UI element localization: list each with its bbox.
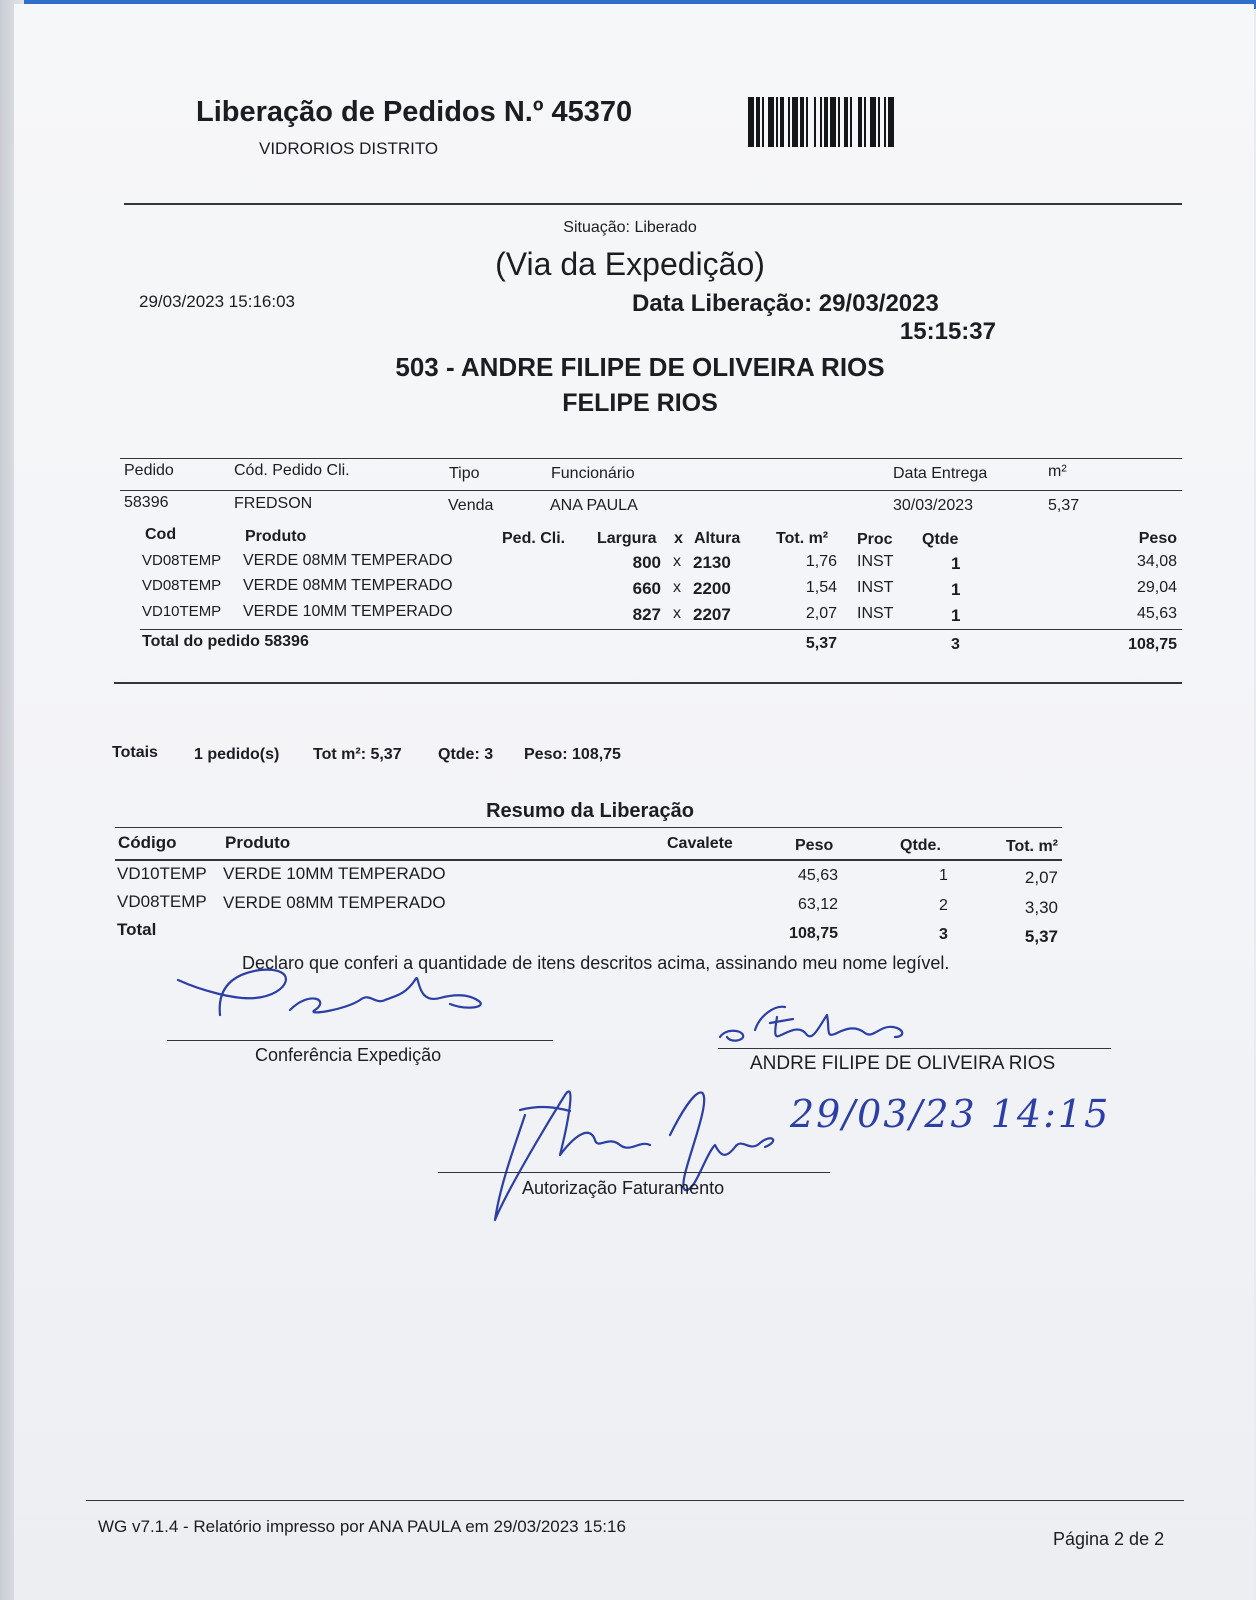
totals-peso: Peso: 108,75 (524, 746, 621, 763)
item-tot-m2: 1,54 (805, 579, 837, 596)
item-cod: VD10TEMP (142, 603, 222, 620)
item-proc: INST (857, 553, 894, 570)
handwritten-date: 29/03/23 14:15 (790, 1092, 1111, 1136)
header-divider (124, 203, 1182, 205)
item-produto: VERDE 08MM TEMPERADO (243, 577, 453, 594)
footer-page-number: Página 2 de 2 (1053, 1529, 1165, 1549)
release-date: Data Liberação: 29/03/2023 (632, 290, 939, 317)
item-col-altura: Altura (694, 530, 741, 547)
item-tot-m2: 1,76 (805, 553, 837, 570)
item-peso: 34,08 (1136, 553, 1177, 570)
col-data-entrega: Data Entrega (893, 465, 988, 482)
document-title: Liberação de Pedidos N.º 45370 (196, 96, 633, 128)
situation-status: Situação: Liberado (563, 219, 697, 236)
item-x: x (673, 553, 681, 570)
item-col-tot-m2: Tot. m² (776, 530, 829, 547)
client-signature-label: ANDRE FILIPE DE OLIVEIRA RIOS (750, 1053, 1056, 1074)
totals-qtde: Qtde: 3 (438, 746, 494, 763)
item-cod: VD08TEMP (142, 552, 222, 569)
client-line: 503 - ANDRE FILIPE DE OLIVEIRA RIOS (395, 352, 885, 382)
conferencia-label: Conferência Expedição (255, 1045, 442, 1065)
item-altura: 2200 (693, 579, 731, 598)
summary-col-produto: Produto (225, 833, 291, 852)
item-largura: 660 (632, 579, 661, 598)
summary-tot-m2: 3,30 (1024, 898, 1058, 917)
print-timestamp: 29/03/2023 15:16:03 (139, 292, 295, 311)
summary-total-label: Total (117, 920, 157, 939)
item-qtde: 1 (951, 554, 961, 573)
totals-label: Totais (112, 744, 158, 761)
summary-col-cavalete: Cavalete (667, 835, 733, 852)
conferencia-handwriting (290, 1000, 293, 1001)
order-bottom-rule (114, 682, 1182, 684)
summary-qtde: 1 (939, 867, 948, 884)
signature-client (715, 995, 925, 1050)
item-col-x: x (674, 530, 683, 547)
order-m2: 5,37 (1048, 497, 1080, 514)
item-produto: VERDE 08MM TEMPERADO (243, 552, 453, 569)
item-proc: INST (857, 579, 894, 596)
totals-m2: Tot m²: 5,37 (313, 746, 402, 763)
conferencia-line (167, 1040, 553, 1041)
order-total-qtde: 3 (951, 636, 960, 653)
item-qtde: 1 (951, 580, 961, 599)
item-peso: 45,63 (1136, 605, 1177, 622)
summary-codigo: VD08TEMP (117, 892, 207, 911)
order-pedido: 58396 (124, 494, 169, 511)
declaration-text: Declaro que conferi a quantidade de itens descritos acima, assinando meu nome legível. (242, 953, 950, 973)
order-total-m2: 5,37 (805, 635, 837, 652)
summary-col-codigo: Código (118, 833, 177, 852)
summary-produto: VERDE 10MM TEMPERADO (223, 864, 446, 883)
items-total-rule (140, 629, 1182, 630)
summary-total-peso: 108,75 (789, 925, 838, 942)
item-col-peso: Peso (1138, 530, 1177, 547)
item-qtde: 1 (951, 606, 961, 625)
item-x: x (673, 579, 681, 596)
summary-header-rule (115, 859, 1062, 861)
summary-total-tot-m2: 5,37 (1024, 927, 1058, 946)
item-col-proc: Proc (857, 531, 893, 548)
totals-pedidos: 1 pedido(s) (194, 746, 280, 763)
summary-top-rule (115, 827, 1062, 828)
item-col-cod: Cod (145, 526, 177, 543)
barcode-icon (748, 97, 936, 147)
order-data-entrega: 30/03/2023 (893, 497, 974, 514)
col-pedido: Pedido (124, 462, 174, 479)
summary-qtde: 2 (939, 897, 948, 914)
summary-produto: VERDE 08MM TEMPERADO (223, 893, 446, 912)
item-col-largura: Largura (597, 530, 657, 547)
client-signature-line (718, 1048, 1111, 1049)
order-top-rule (120, 458, 1182, 459)
summary-peso: 63,12 (797, 896, 838, 913)
item-peso: 29,04 (1136, 579, 1177, 596)
summary-total-qtde: 3 (939, 926, 948, 943)
col-funcionario: Funcionário (551, 465, 635, 482)
item-proc: INST (857, 605, 894, 622)
order-header-rule (120, 490, 1182, 491)
client-name: FELIPE RIOS (562, 389, 718, 417)
item-largura: 800 (632, 553, 661, 572)
footer-printed-by: WG v7.1.4 - Relatório impresso por ANA PAULA em 29/03/2023 15:16 (98, 1517, 626, 1536)
release-time: 15:15:37 (899, 318, 996, 345)
summary-tot-m2: 2,07 (1024, 868, 1058, 887)
item-tot-m2: 2,07 (805, 605, 837, 622)
item-largura: 827 (632, 605, 661, 624)
col-cod-pedido-cli: Cód. Pedido Cli. (234, 462, 350, 479)
summary-peso: 45,63 (797, 867, 838, 884)
col-tipo: Tipo (449, 465, 480, 482)
item-produto: VERDE 10MM TEMPERADO (243, 603, 453, 620)
item-altura: 2130 (693, 553, 731, 572)
item-col-produto: Produto (245, 528, 307, 545)
item-col-qtde: Qtde (922, 531, 959, 548)
faturamento-line (438, 1172, 830, 1173)
company-name: VIDRORIOS DISTRITO (259, 139, 439, 158)
col-m2: m² (1048, 463, 1067, 480)
order-total-label: Total do pedido 58396 (142, 633, 309, 650)
summary-codigo: VD10TEMP (117, 864, 207, 883)
copy-label: (Via da Expedição) (495, 246, 765, 282)
order-funcionario: ANA PAULA (550, 497, 638, 514)
item-col-ped-cli: Ped. Cli. (502, 530, 566, 547)
item-x: x (673, 605, 681, 622)
summary-col-peso: Peso (795, 837, 834, 854)
order-cod-pedido-cli: FREDSON (234, 495, 313, 512)
footer-rule (86, 1500, 1184, 1501)
signature-faturamento (480, 1075, 790, 1225)
signature-conferencia (170, 960, 530, 1040)
faturamento-label: Autorização Faturamento (522, 1178, 725, 1198)
summary-col-qtde: Qtde. (900, 837, 941, 854)
order-total-peso: 108,75 (1128, 636, 1177, 653)
summary-title: Resumo da Liberação (486, 800, 694, 822)
order-tipo: Venda (448, 497, 494, 514)
summary-col-tot-m2: Tot. m² (1005, 838, 1058, 855)
item-cod: VD08TEMP (142, 577, 222, 594)
item-altura: 2207 (693, 605, 731, 624)
